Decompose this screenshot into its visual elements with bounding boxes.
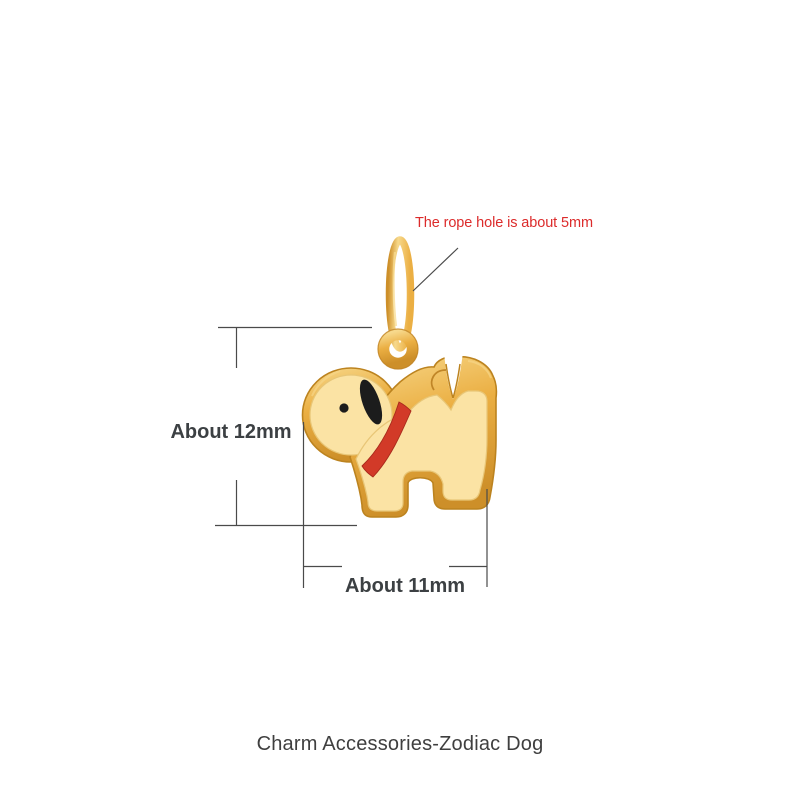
rope-hole-pointer-line: [413, 248, 458, 291]
dog-eye: [339, 403, 348, 412]
rope-ring-highlight: [394, 252, 396, 326]
rope-hole-annotation: The rope hole is about 5mm: [415, 215, 593, 231]
product-caption: Charm Accessories-Zodiac Dog: [256, 733, 544, 755]
height-measurement-label: About 12mm: [170, 421, 292, 443]
width-measurement-label: About 11mm: [344, 575, 466, 597]
